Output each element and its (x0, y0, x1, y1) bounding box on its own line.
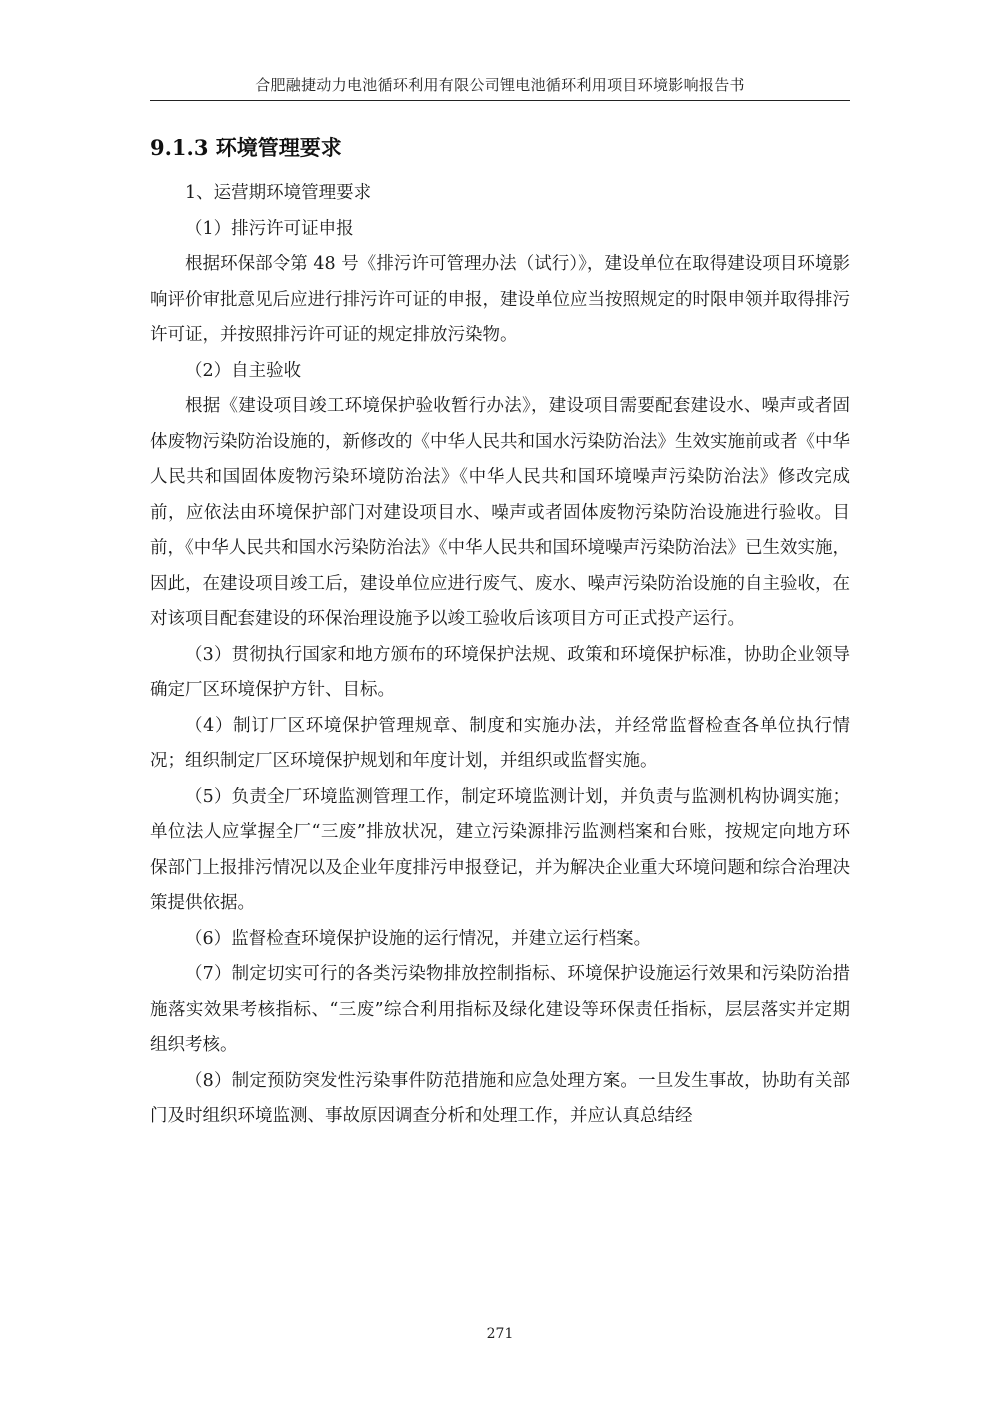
paragraph-item-3: （3）贯彻执行国家和地方颁布的环境保护法规、政策和环境保护标准，协助企业领导确定厂区环境保护方针、目标。 (150, 644, 850, 700)
section-heading: 9.1.3 环境管理要求 (150, 135, 342, 160)
paragraph-item-7: （7）制定切实可行的各类污染物排放控制指标、环境保护设施运行效果和污染防治措施落实效果考核指标、“三废”综合利用指标及绿化建设等环保责任指标，层层落实并定期组织考核。 (150, 964, 850, 1055)
paragraph-item-5: （5）负责全厂环境监测管理工作，制定环境监测计划，并负责与监测机构协调实施；单位法人应掌握全厂“三废”排放状况，建立污染源排污监测档案和台账，按规定向地方环保部门上报排污情况以及企业年度排污申报登记，并为解决企业重大环境问题和综合治理决策提供依据。 (150, 786, 850, 913)
running-header: 合肥融捷动力电池循环利用有限公司锂电池循环利用项目环境影响报告书 (255, 76, 745, 94)
document-body (150, 176, 850, 1135)
page-number: 271 (486, 1326, 514, 1342)
paragraph-item-6: （6）监督检查环境保护设施的运行情况，并建立运行档案。 (185, 928, 652, 949)
paragraph-item-2-body: 根据《建设项目竣工环境保护验收暂行办法》，建设项目需要配套建设水、噪声或者固体废物污染防治设施的，新修改的《中华人民共和国水污染防治法》生效实施前或者《中华人民共和国固体废物污染环境防治法》《中华人民共和国环境噪声污染防治法》修改完成前，应依法由环境保护部门对建设项目水、噪声或者固体废物污染防治设施进行验收。目前，《中华人民共和国水污染防治法》《中华人民共和国环境噪声污染防治法》已生效实施，因此，在建设项目竣工后，建设单位应进行废气、废水、噪声污染防治设施的自主验收，在对该项目配套建设的环保治理设施予以竣工验收后该项目方可正式投产运行。 (150, 396, 850, 629)
paragraph-item-8: （8）制定预防突发性污染事件防范措施和应急处理方案。一旦发生事故，协助有关部门及时组织环境监测、事故原因调查分析和处理工作，并应认真总结经 (150, 1070, 850, 1126)
header-divider (150, 100, 850, 101)
paragraph-item-1-body: 根据环保部令第 48 号《排污许可管理办法（试行）》，建设单位在取得建设项目环境影响评价审批意见后应进行排污许可证的申报，建设单位应当按照规定的时限申领并取得排污许可证，并按照排污许可证的规定排放污染物。 (150, 254, 850, 345)
paragraph-item-2-title: （2）自主验收 (185, 360, 302, 381)
paragraph-item-1-title: （1）排污许可证申报 (185, 218, 354, 239)
paragraph-item-4: （4）制订厂区环境保护管理规章、制度和实施办法，并经常监督检查各单位执行情况；组织制定厂区环境保护规划和年度计划，并组织或监督实施。 (150, 715, 850, 771)
paragraph-subsection-title: 1、运营期环境管理要求 (185, 183, 372, 203)
